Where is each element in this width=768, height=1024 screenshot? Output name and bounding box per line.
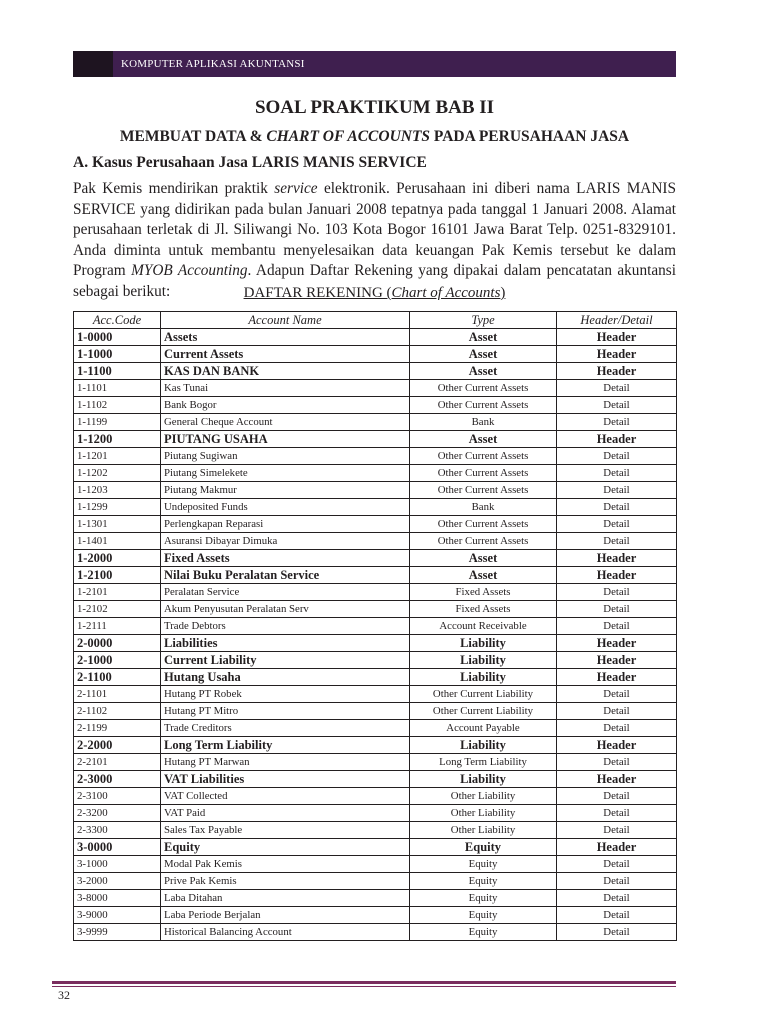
account-name-cell: Bank Bogor [161,397,410,414]
paragraph-text-2: elektronik. Perusahaan ini diberi nama LARIS MANIS SERVICE yang didirikan pada bulan Januari 2008 tepatnya pada tanggal 1 Januari 2008. Alamat perusahaan terletak di Jl. Siliwangi No. 103 Kota Bogor 16101 Jawa Barat Telp. 0251-8329101. Anda diminta untuk membantu menyelesaikan data keuangan Pak Kemis tersebut ke dalam Program [73,180,676,279]
acc-code-cell: 3-9000 [74,907,161,924]
header-detail-cell: Header [557,652,677,669]
table-row [74,414,677,431]
table-row [74,771,677,788]
table-row [74,465,677,482]
col-header-account-name: Account Name [161,312,410,329]
acc-code-cell: 1-1102 [74,397,161,414]
type-cell: Fixed Assets [410,601,557,618]
table-row [74,703,677,720]
col-header-acc-code: Acc.Code [74,312,161,329]
header-detail-cell: Detail [557,618,677,635]
type-cell: Other Current Assets [410,516,557,533]
type-cell: Asset [410,363,557,380]
table-row [74,873,677,890]
type-cell: Liability [410,737,557,754]
header-detail-cell: Detail [557,703,677,720]
header-detail-cell: Detail [557,822,677,839]
type-cell: Asset [410,567,557,584]
table-caption [73,285,676,302]
subtitle-italic: CHART OF ACCOUNTS [266,128,431,145]
table-row [74,737,677,754]
account-name-cell: Piutang Sugiwan [161,448,410,465]
type-cell: Equity [410,839,557,856]
header-detail-cell: Header [557,771,677,788]
table-body [74,329,677,941]
header-detail-cell: Detail [557,856,677,873]
account-name-cell: Hutang PT Marwan [161,754,410,771]
account-name-cell: General Cheque Account [161,414,410,431]
type-cell: Equity [410,924,557,941]
type-cell: Asset [410,329,557,346]
acc-code-cell: 2-1102 [74,703,161,720]
acc-code-cell: 1-1000 [74,346,161,363]
type-cell: Other Current Assets [410,448,557,465]
table-row [74,686,677,703]
table-row [74,499,677,516]
header-detail-cell: Detail [557,482,677,499]
header-detail-cell: Header [557,737,677,754]
type-cell: Other Current Assets [410,380,557,397]
header-detail-cell: Detail [557,584,677,601]
acc-code-cell: 3-8000 [74,890,161,907]
header-detail-cell: Detail [557,448,677,465]
acc-code-cell: 1-2000 [74,550,161,567]
acc-code-cell: 2-1000 [74,652,161,669]
account-name-cell: Assets [161,329,410,346]
header-detail-cell: Header [557,550,677,567]
acc-code-cell: 3-2000 [74,873,161,890]
table-row [74,618,677,635]
header-detail-cell: Detail [557,788,677,805]
acc-code-cell: 1-2100 [74,567,161,584]
table-row [74,448,677,465]
header-color-block [73,51,113,77]
type-cell: Account Payable [410,720,557,737]
account-name-cell: Piutang Simelekete [161,465,410,482]
type-cell: Other Liability [410,805,557,822]
header-detail-cell: Header [557,431,677,448]
account-name-cell: Current Liability [161,652,410,669]
page-subtitle [73,128,676,146]
account-name-cell: Peralatan Service [161,584,410,601]
table-row [74,516,677,533]
caption-prefix: DAFTAR REKENING ( [243,285,392,301]
subtitle-part-1: MEMBUAT DATA & [119,128,267,145]
acc-code-cell: 2-2101 [74,754,161,771]
header-detail-cell: Header [557,363,677,380]
acc-code-cell: 1-1401 [74,533,161,550]
type-cell: Liability [410,652,557,669]
caption-italic: Chart of Accounts [391,285,501,301]
table-row [74,805,677,822]
footer-rule [52,981,676,984]
type-cell: Other Liability [410,788,557,805]
header-detail-cell: Detail [557,516,677,533]
account-name-cell: Trade Debtors [161,618,410,635]
header-detail-cell: Header [557,567,677,584]
table-row [74,856,677,873]
acc-code-cell: 1-2111 [74,618,161,635]
type-cell: Equity [410,890,557,907]
type-cell: Other Current Assets [410,533,557,550]
acc-code-cell: 2-3100 [74,788,161,805]
type-cell: Bank [410,499,557,516]
account-name-cell: Asuransi Dibayar Dimuka [161,533,410,550]
subtitle-part-2: PADA PERUSAHAAN JASA [430,128,630,145]
acc-code-cell: 1-1301 [74,516,161,533]
header-detail-cell: Detail [557,686,677,703]
type-cell: Other Current Liability [410,686,557,703]
account-name-cell: Long Term Liability [161,737,410,754]
intro-paragraph [73,179,676,302]
acc-code-cell: 1-1200 [74,431,161,448]
type-cell: Other Current Assets [410,465,557,482]
acc-code-cell: 1-1201 [74,448,161,465]
running-header-bar [73,51,676,77]
type-cell: Liability [410,635,557,652]
header-detail-cell: Header [557,329,677,346]
header-detail-cell: Detail [557,907,677,924]
header-detail-cell: Header [557,669,677,686]
account-name-cell: Fixed Assets [161,550,410,567]
table-row [74,346,677,363]
col-header-header-detail: Header/Detail [557,312,677,329]
account-name-cell: Perlengkapan Reparasi [161,516,410,533]
table-row [74,567,677,584]
account-name-cell: Current Assets [161,346,410,363]
table-row [74,924,677,941]
table-row [74,669,677,686]
header-detail-cell: Detail [557,380,677,397]
header-detail-cell: Header [557,346,677,363]
table-row [74,601,677,618]
type-cell: Account Receivable [410,618,557,635]
account-name-cell: Trade Creditors [161,720,410,737]
acc-code-cell: 1-1202 [74,465,161,482]
acc-code-cell: 2-3300 [74,822,161,839]
acc-code-cell: 2-1101 [74,686,161,703]
footer-rule-thin [52,986,676,987]
type-cell: Liability [410,771,557,788]
type-cell: Equity [410,907,557,924]
table-row [74,788,677,805]
acc-code-cell: 2-1100 [74,669,161,686]
header-detail-cell: Detail [557,805,677,822]
running-header-title: KOMPUTER APLIKASI AKUNTANSI [121,58,305,70]
header-detail-cell: Detail [557,754,677,771]
account-name-cell: Laba Periode Berjalan [161,907,410,924]
header-detail-cell: Detail [557,720,677,737]
acc-code-cell: 2-0000 [74,635,161,652]
section-heading: A. Kasus Perusahaan Jasa LARIS MANIS SERVICE [73,154,427,171]
type-cell: Long Term Liability [410,754,557,771]
table-row [74,397,677,414]
table-row [74,363,677,380]
table-row [74,907,677,924]
paragraph-text-3: . Adapun Daftar Rekening yang dipakai dalam pencatatan akuntansi sebagai berikut: [73,262,676,300]
type-cell: Liability [410,669,557,686]
table-row [74,550,677,567]
table-row [74,380,677,397]
paragraph-text-1: Pak Kemis mendirikan praktik [73,180,275,197]
table-header-row [74,312,677,329]
type-cell: Asset [410,431,557,448]
header-detail-cell: Detail [557,890,677,907]
table-row [74,720,677,737]
table-row [74,482,677,499]
acc-code-cell: 1-2101 [74,584,161,601]
account-name-cell: VAT Collected [161,788,410,805]
account-name-cell: VAT Paid [161,805,410,822]
acc-code-cell: 1-1203 [74,482,161,499]
type-cell: Bank [410,414,557,431]
acc-code-cell: 2-3000 [74,771,161,788]
table-row [74,839,677,856]
acc-code-cell: 3-9999 [74,924,161,941]
header-detail-cell: Detail [557,465,677,482]
type-cell: Other Current Liability [410,703,557,720]
account-name-cell: Kas Tunai [161,380,410,397]
account-name-cell: Prive Pak Kemis [161,873,410,890]
header-detail-cell: Header [557,635,677,652]
header-detail-cell: Detail [557,924,677,941]
type-cell: Equity [410,873,557,890]
type-cell: Other Current Assets [410,397,557,414]
account-name-cell: Historical Balancing Account [161,924,410,941]
header-detail-cell: Detail [557,397,677,414]
table-row [74,584,677,601]
caption-suffix: ) [500,285,506,301]
type-cell: Other Liability [410,822,557,839]
acc-code-cell: 1-2102 [74,601,161,618]
paragraph-italic-2: MYOB Accounting [131,262,248,279]
account-name-cell: PIUTANG USAHA [161,431,410,448]
header-detail-cell: Detail [557,873,677,890]
page-title: SOAL PRAKTIKUM BAB II [254,97,495,118]
account-name-cell: Hutang Usaha [161,669,410,686]
account-name-cell: VAT Liabilities [161,771,410,788]
acc-code-cell: 3-0000 [74,839,161,856]
acc-code-cell: 2-2000 [74,737,161,754]
header-detail-cell: Detail [557,414,677,431]
account-name-cell: Modal Pak Kemis [161,856,410,873]
table-row [74,652,677,669]
type-cell: Asset [410,550,557,567]
account-name-cell: Hutang PT Robek [161,686,410,703]
table-row [74,533,677,550]
table-row [74,822,677,839]
acc-code-cell: 1-1299 [74,499,161,516]
type-cell: Other Current Assets [410,482,557,499]
type-cell: Asset [410,346,557,363]
type-cell: Equity [410,856,557,873]
header-detail-cell: Detail [557,499,677,516]
header-detail-cell: Header [557,839,677,856]
header-detail-cell: Detail [557,533,677,550]
account-name-cell: Piutang Makmur [161,482,410,499]
acc-code-cell: 1-1101 [74,380,161,397]
table-row [74,890,677,907]
table-row [74,431,677,448]
acc-code-cell: 3-1000 [74,856,161,873]
header-detail-cell: Detail [557,601,677,618]
account-name-cell: KAS DAN BANK [161,363,410,380]
acc-code-cell: 1-0000 [74,329,161,346]
account-name-cell: Hutang PT Mitro [161,703,410,720]
account-name-cell: Sales Tax Payable [161,822,410,839]
acc-code-cell: 1-1199 [74,414,161,431]
page-number: 32 [58,988,70,1002]
account-name-cell: Equity [161,839,410,856]
table-row [74,754,677,771]
paragraph-italic-1: service [274,180,318,197]
account-name-cell: Liabilities [161,635,410,652]
chart-of-accounts-table [73,311,677,941]
acc-code-cell: 2-1199 [74,720,161,737]
table-row [74,635,677,652]
account-name-cell: Akum Penyusutan Peralatan Serv [161,601,410,618]
table-row [74,329,677,346]
account-name-cell: Undeposited Funds [161,499,410,516]
account-name-cell: Laba Ditahan [161,890,410,907]
type-cell: Fixed Assets [410,584,557,601]
acc-code-cell: 2-3200 [74,805,161,822]
account-name-cell: Nilai Buku Peralatan Service [161,567,410,584]
acc-code-cell: 1-1100 [74,363,161,380]
col-header-type: Type [410,312,557,329]
